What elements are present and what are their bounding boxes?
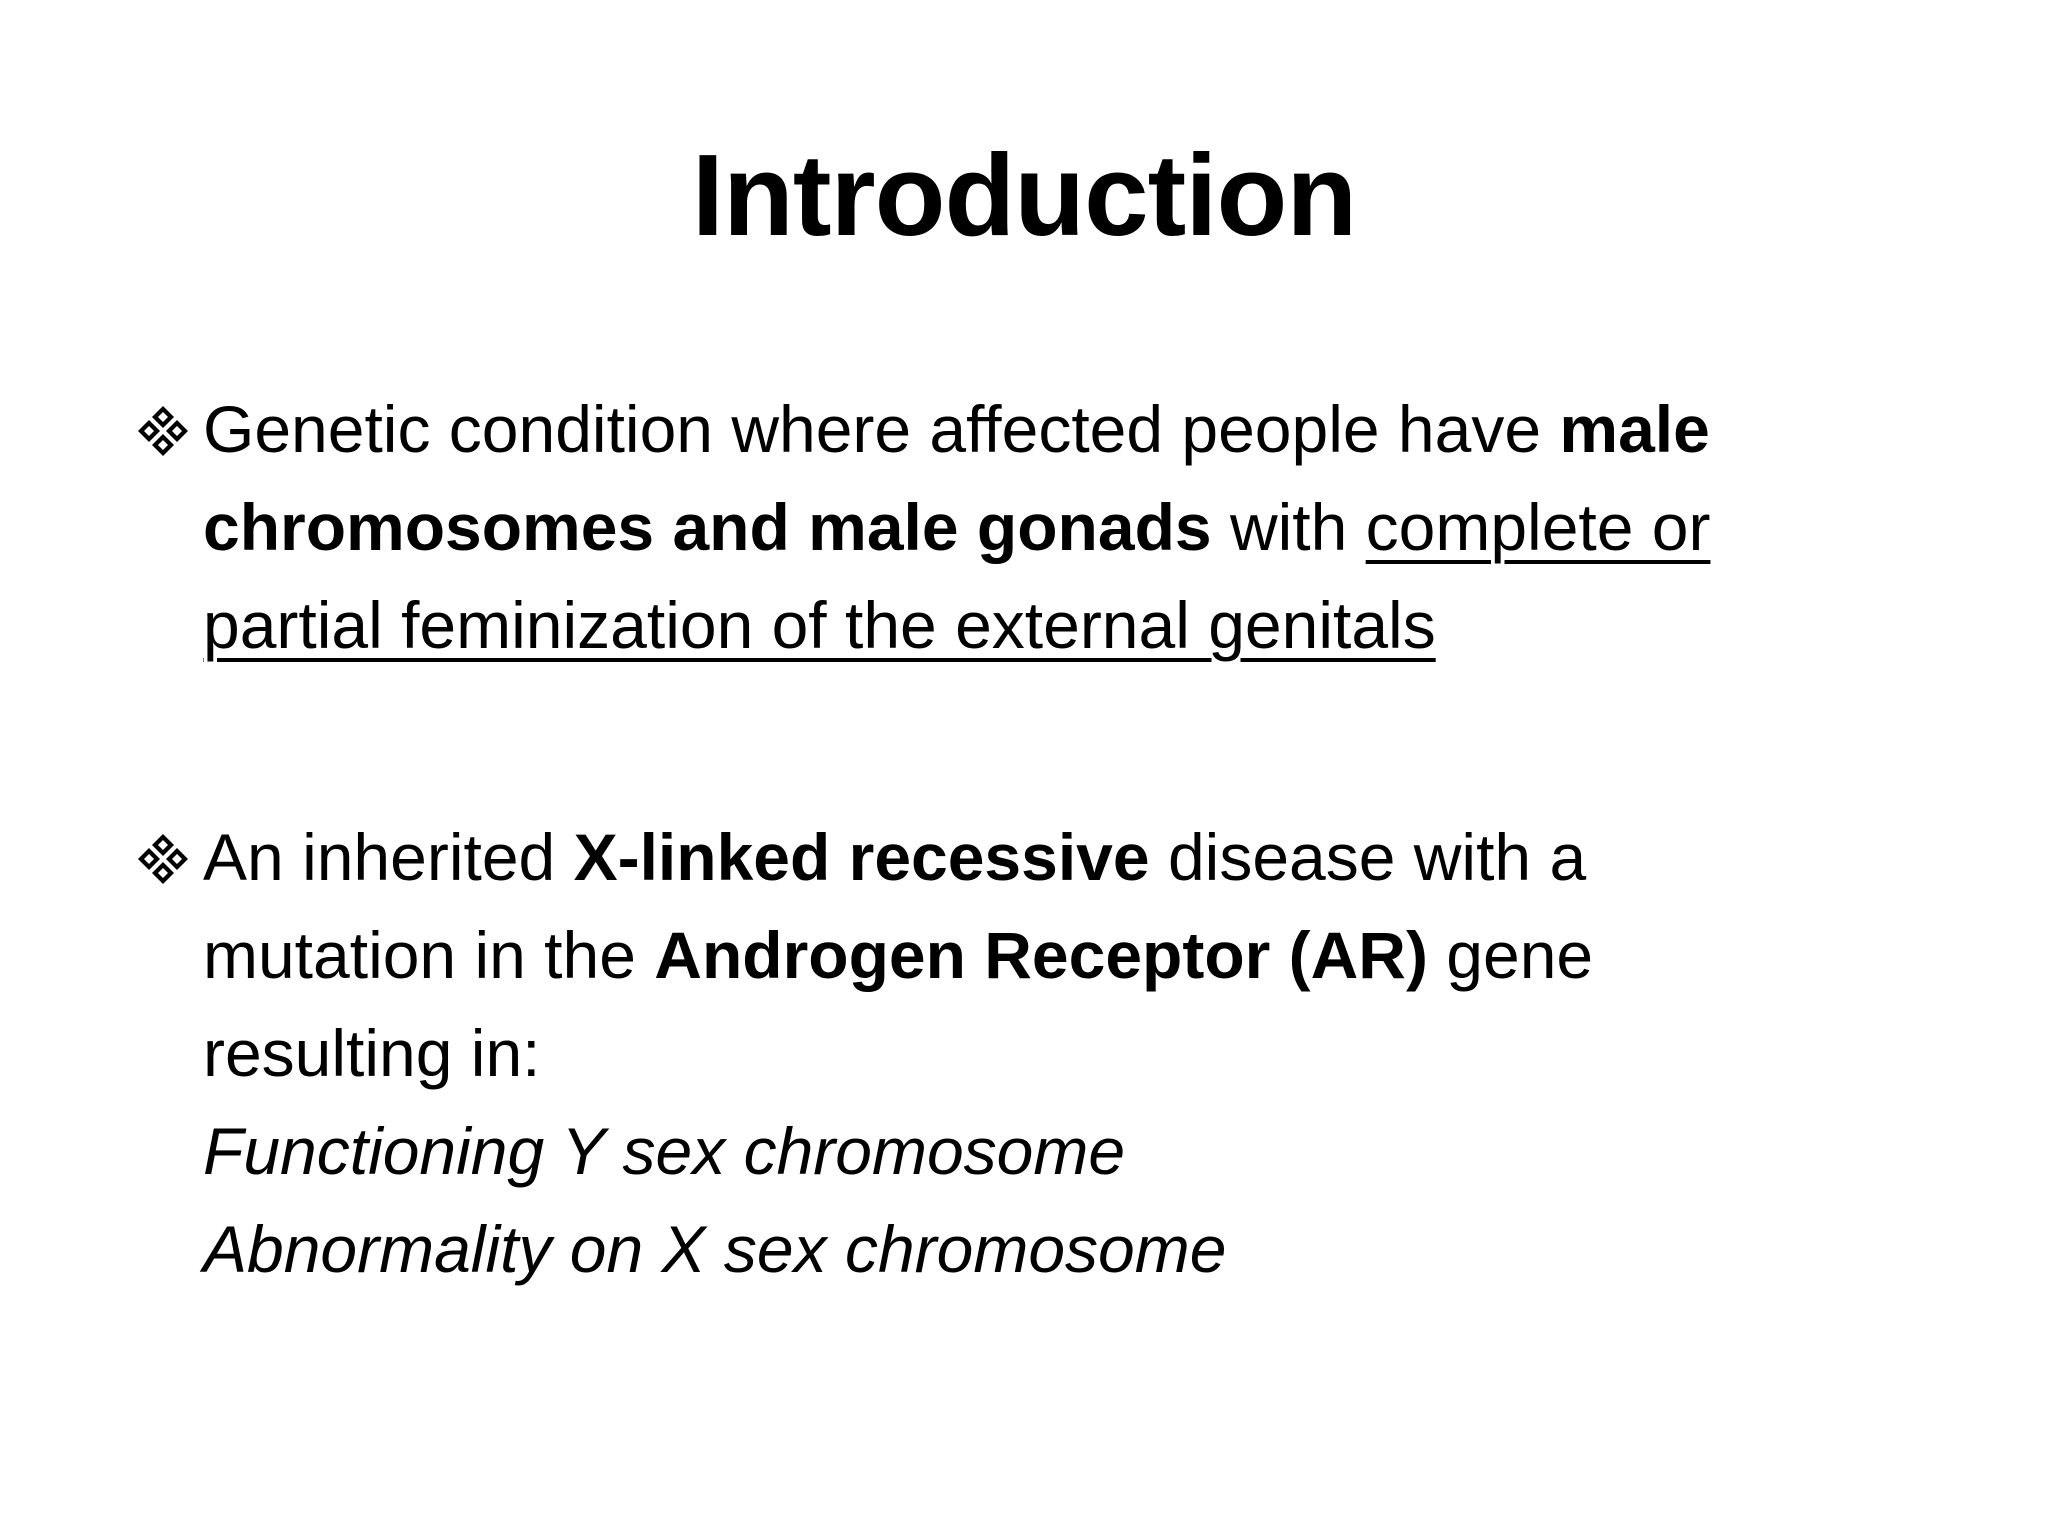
bullet-text-1 [203, 380, 1910, 674]
bullet-1-line-3: partial feminization of the external genitals [203, 588, 1436, 662]
bullet-2-line-2: mutation in the Androgen Receptor (AR) gene [203, 918, 1594, 992]
bullet-item-1 [130, 380, 1910, 674]
bullet-text-2 [203, 808, 1910, 1298]
bullet-1-line-2: chromosomes and male gonads with complete or [203, 490, 1711, 564]
bullet-2-line-1: An inherited X-linked recessive disease with a [203, 820, 1587, 894]
bullet-1-line-1: Genetic condition where affected people have male [203, 392, 1710, 466]
four-diamonds-bullet-icon [130, 826, 196, 892]
bullet-2-line-4: Functioning Y sex chromosome [203, 1114, 1126, 1188]
slide-title: Introduction [691, 130, 1357, 260]
bullet-2-line-3: resulting in: [203, 1016, 541, 1090]
four-diamonds-bullet-icon [130, 398, 196, 464]
bullet-2-line-5: Abnormality on X sex chromosome [203, 1212, 1227, 1286]
bullet-item-2 [130, 808, 1910, 1298]
